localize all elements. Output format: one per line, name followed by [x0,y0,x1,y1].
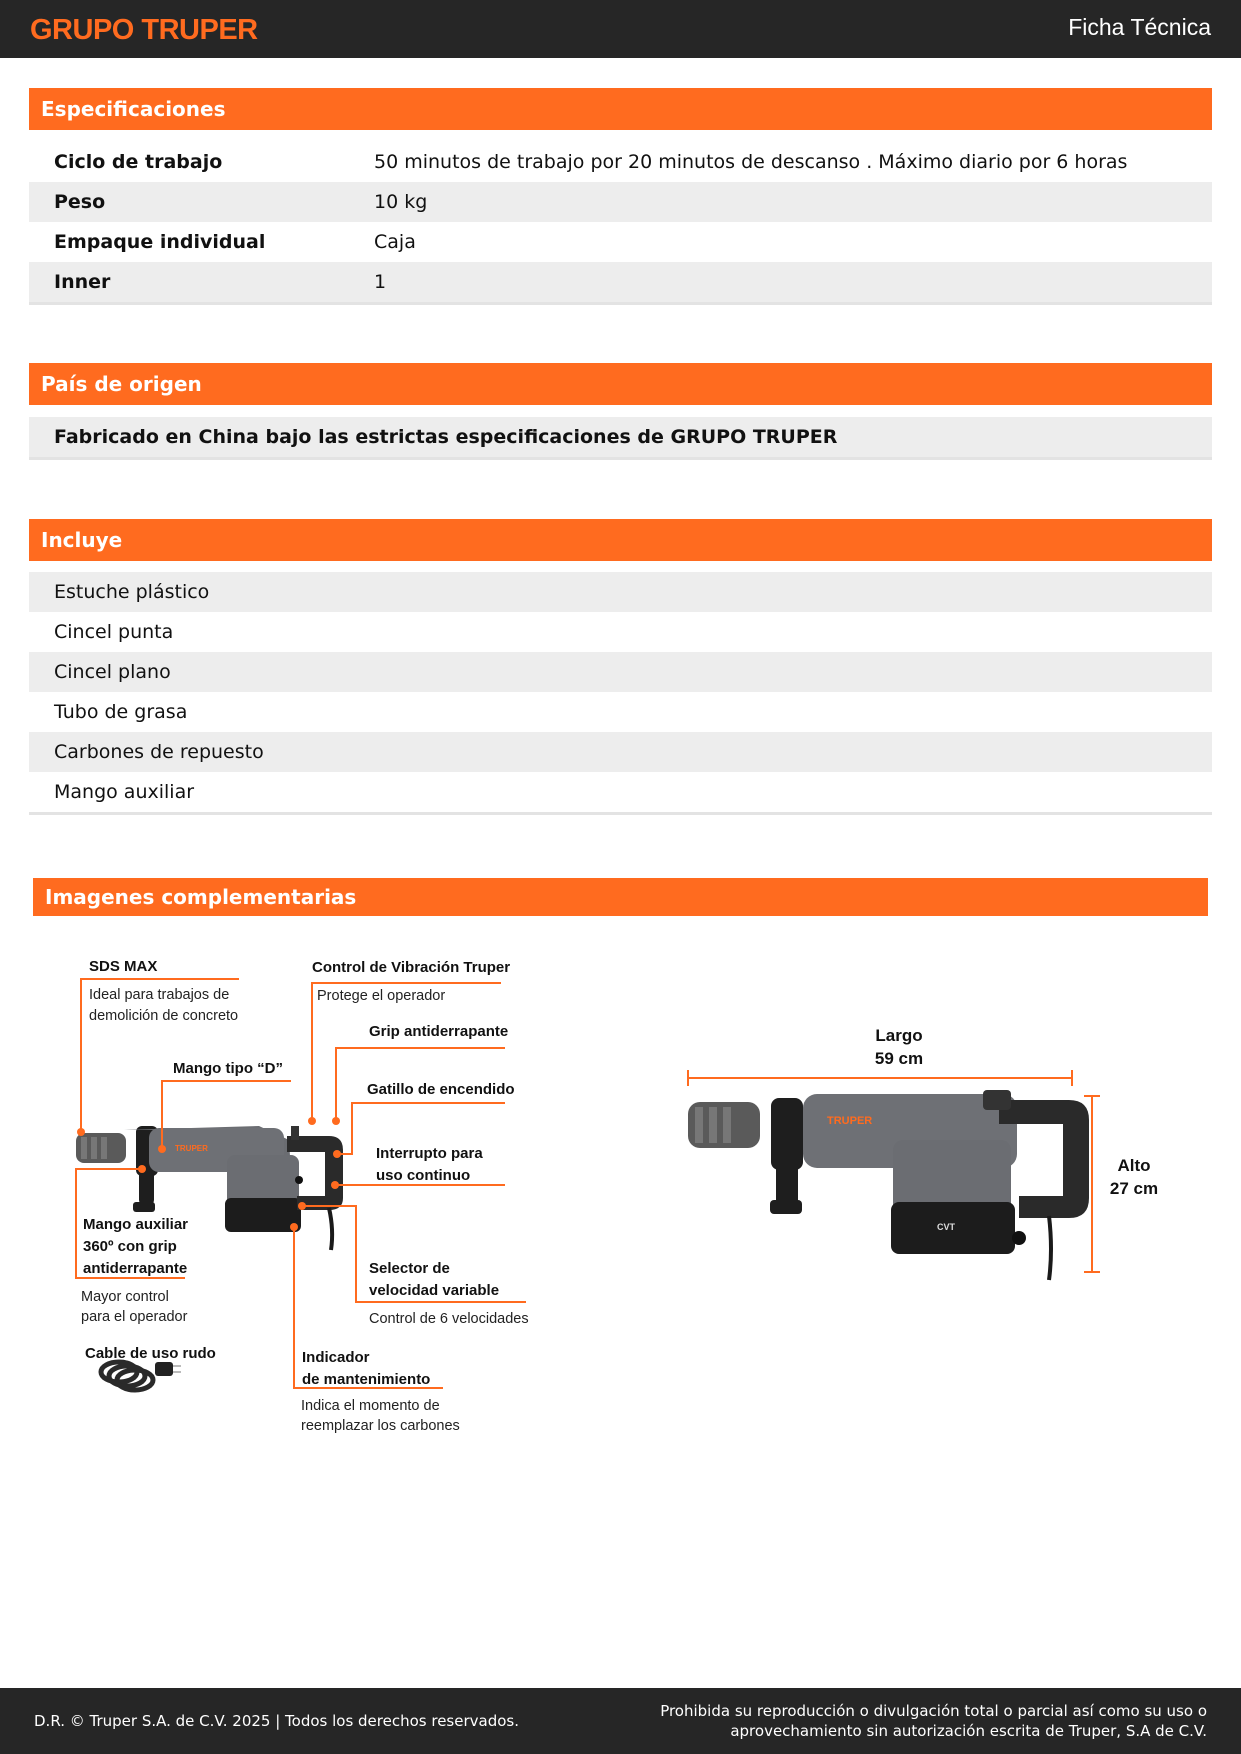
list-item [29,652,1212,692]
callout-cable-title: Cable de uso rudo [85,1345,216,1362]
list-item-label: Mango auxiliar [54,781,195,803]
product-figures [29,940,1212,1440]
callout-grip-title: Grip antiderrapante [369,1023,509,1040]
table-row [29,182,1212,222]
callout-indicador-title-2: de mantenimiento [302,1371,431,1388]
footer-legal-line-2: aprovechamiento sin autorización escrita de Truper, S.A de C.V. [730,1722,1207,1740]
footer-legal-line-1: Prohibida su reproducción o divulgación total o parcial así como su uso o [660,1702,1207,1720]
callout-selector-title-2: velocidad variable [369,1282,500,1299]
list-item [29,772,1212,812]
dimension-alto-value: 27 cm [1109,1179,1159,1198]
table-row [29,142,1212,182]
callout-selector-title-1: Selector de [369,1260,450,1277]
spec-label: Peso [54,191,106,213]
spec-value: 50 minutos de trabajo por 20 minutos de descanso . Máximo diario por 6 horas [374,151,1128,173]
callout-sds-desc-2: demolición de concreto [89,1008,239,1024]
callout-interrupto-title-1: Interrupto para [376,1145,483,1162]
spec-label: Inner [54,271,111,293]
hammer-right-image [688,1090,1089,1280]
dimension-alto-label: Alto [1117,1156,1151,1175]
section-header-especificaciones: Especificaciones [29,88,1212,130]
brand-logo: GRUPO TRUPER [30,14,258,46]
table-row [29,417,1212,457]
specs-table [29,142,1212,305]
footer [0,1688,1241,1754]
callout-indicador-title-1: Indicador [302,1349,370,1366]
incluye-list [29,572,1212,815]
spec-value: Caja [374,231,416,253]
footer-legal [607,1701,1207,1741]
list-item [29,692,1212,732]
spec-value: 1 [374,271,387,293]
spec-label: Empaque individual [54,231,266,253]
table-row [29,262,1212,302]
callout-selector-desc: Control de 6 velocidades [369,1311,529,1327]
callout-sds-desc-1: Ideal para trabajos de [89,987,230,1003]
origen-text: Fabricado en China bajo las estrictas especificaciones de GRUPO TRUPER [54,426,838,448]
section-header-origen: País de origen [29,363,1212,405]
list-item [29,612,1212,652]
tool-brand-label: TRUPER [175,1144,208,1153]
tool-brand-label-right: TRUPER [827,1115,873,1127]
callout-mango-aux-title-3: antiderrapante [83,1260,188,1277]
callout-indicador-desc-1: Indica el momento de [301,1398,440,1414]
callout-vibracion-title: Control de Vibración Truper [312,959,511,976]
tool-badge-label: CVT [937,1222,955,1232]
callout-sds-title: SDS MAX [89,958,158,975]
list-item [29,732,1212,772]
list-item [29,572,1212,612]
section-header-incluye: Incluye [29,519,1212,561]
callout-indicador-desc-2: reemplazar los carbones [301,1418,460,1434]
callout-mango-aux-desc-1: Mayor control [81,1289,169,1305]
list-item-label: Cincel punta [54,621,174,643]
list-item-label: Estuche plástico [54,581,210,603]
footer-copyright: D.R. © Truper S.A. de C.V. 2025 | Todos los derechos reservados. [34,1712,519,1730]
callout-mango-aux-desc-2: para el operador [81,1309,188,1325]
list-item-label: Cincel plano [54,661,171,683]
callout-gatillo-title: Gatillo de encendido [367,1081,515,1098]
callout-vibracion-desc: Protege el operador [317,988,446,1004]
spec-label: Ciclo de trabajo [54,151,223,173]
callout-interrupto-title-2: uso continuo [376,1167,471,1184]
dimension-largo-label: Largo [875,1026,923,1045]
top-bar [0,0,1241,58]
dimension-largo-value: 59 cm [874,1049,924,1068]
spec-value: 10 kg [374,191,428,213]
list-item-label: Carbones de repuesto [54,741,264,763]
callout-mango-aux-title-2: 360º con grip [83,1238,177,1255]
list-item-label: Tubo de grasa [54,701,188,723]
callout-mango-aux-title-1: Mango auxiliar [83,1216,189,1233]
section-header-imagenes: Imagenes complementarias [33,878,1208,916]
callout-mango-d-title: Mango tipo “D” [173,1060,283,1077]
table-row [29,222,1212,262]
document-title: Ficha Técnica [1068,14,1211,40]
origen-table [29,417,1212,460]
